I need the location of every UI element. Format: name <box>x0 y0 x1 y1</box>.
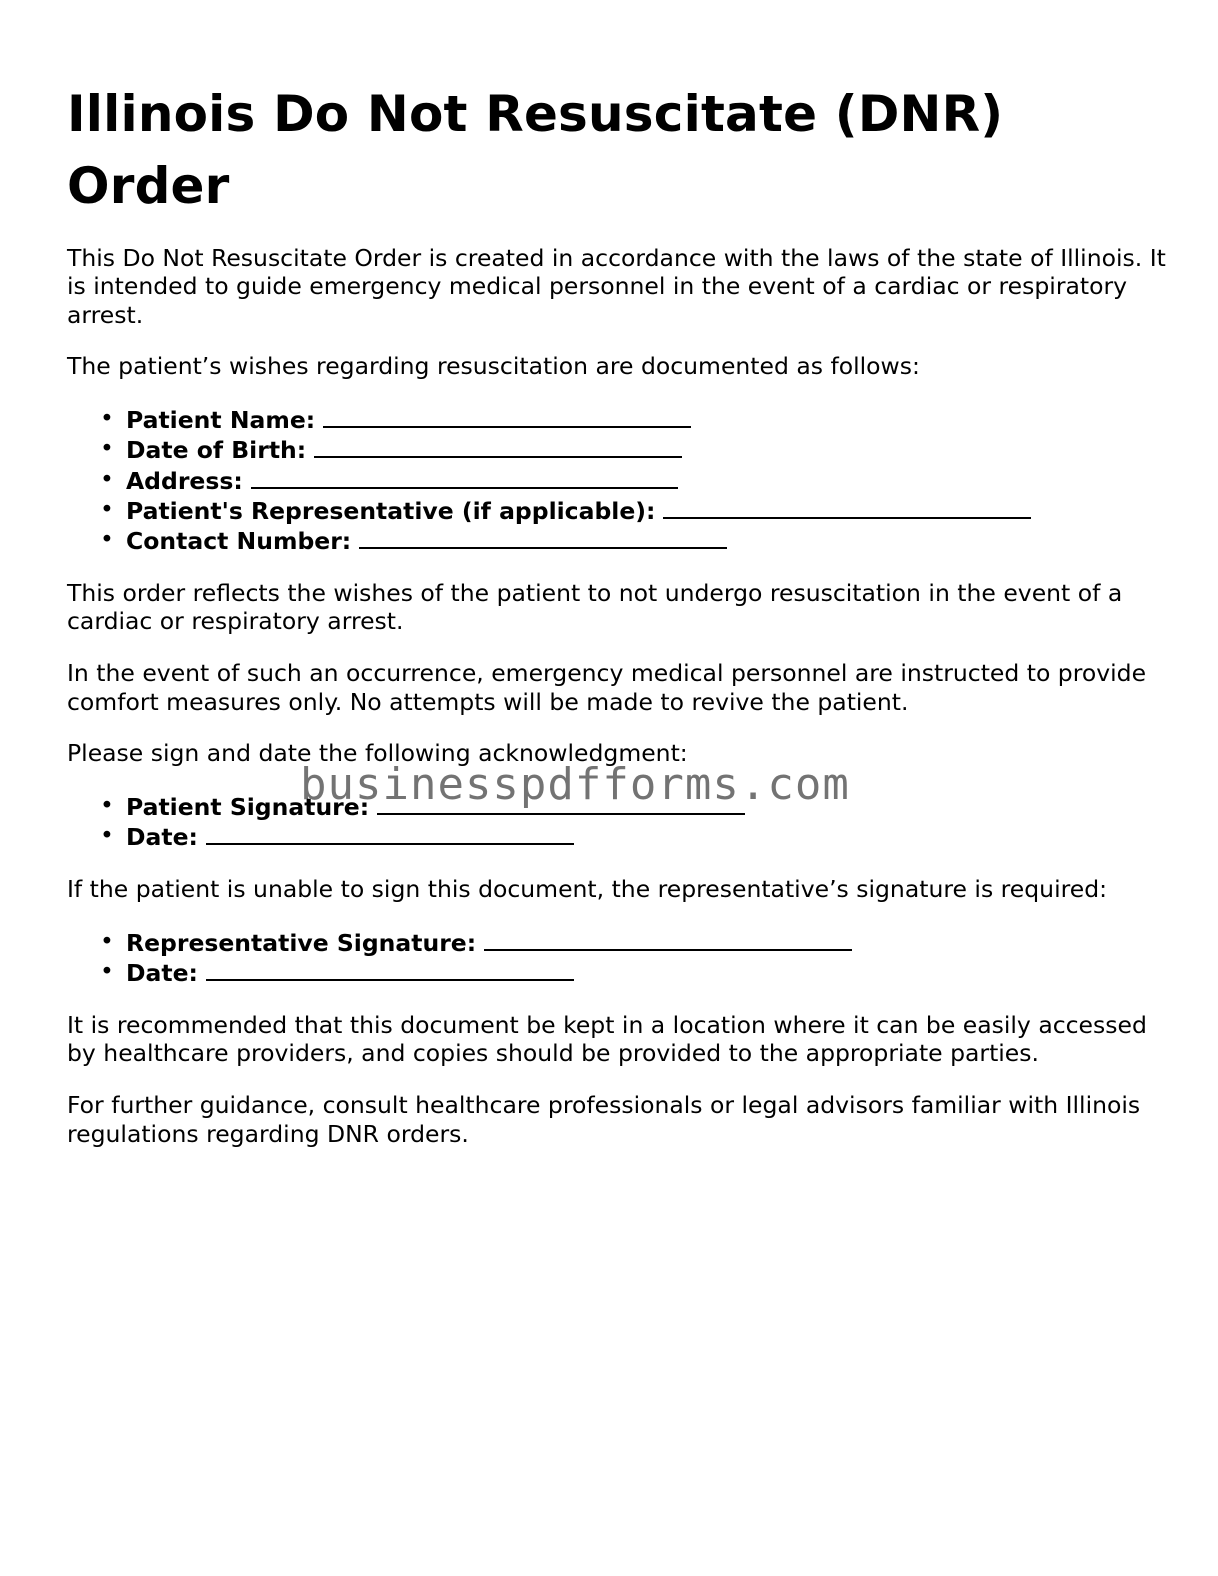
list-item <box>126 957 1167 987</box>
watermark: businesspdfforms.com <box>300 759 850 810</box>
patient-name-field[interactable] <box>323 404 691 428</box>
representative-label: Patient's Representative (if applicable): <box>126 497 656 526</box>
representative-field[interactable] <box>663 495 1031 519</box>
date-of-birth-field[interactable] <box>314 434 682 458</box>
recommendation-paragraph: It is recommended that this document be kept in a location where it can be easily accessed by healthcare providers, and copies should be provided to the appropriate parties. <box>67 1011 1147 1068</box>
instructions-paragraph: In the event of such an occurrence, emergency medical personnel are instructed to provide comfort measures only. No attempts will be made to revive the patient. <box>67 659 1147 716</box>
contact-number-label: Contact Number: <box>126 527 352 556</box>
contact-number-field[interactable] <box>359 525 727 549</box>
representative-signature-label: Representative Signature: <box>126 929 477 958</box>
document-title: Illinois Do Not Resuscitate (DNR) Order <box>67 85 1004 215</box>
list-item <box>126 821 1167 851</box>
patient-signature-field[interactable] <box>377 791 745 815</box>
representative-intro: If the patient is unable to sign this document, the representative’s signature is required: <box>67 875 1108 904</box>
guidance-paragraph: For further guidance, consult healthcare professionals or legal advisors familiar with Illinois regulations regarding DNR orders. <box>67 1091 1141 1148</box>
list-item <box>126 927 1167 957</box>
representative-date-field[interactable] <box>206 957 574 981</box>
representative-date-label: Date: <box>126 959 198 988</box>
document-page <box>67 78 1167 1171</box>
representative-signature-list <box>67 927 1167 988</box>
patient-signature-list <box>67 791 1167 852</box>
patient-date-label: Date: <box>126 823 198 852</box>
representative-signature-field[interactable] <box>484 927 852 951</box>
wishes-intro: The patient’s wishes regarding resuscitation are documented as follows: <box>67 352 920 381</box>
patient-date-field[interactable] <box>206 821 574 845</box>
list-item <box>126 465 1167 495</box>
intro-paragraph: This Do Not Resuscitate Order is created in accordance with the laws of the state of Illinois. It is intended to guide emergency medical personnel in the event of a cardiac or respiratory arrest. <box>67 244 1166 329</box>
patient-info-list <box>67 404 1167 555</box>
order-reflects-paragraph: This order reflects the wishes of the patient to not undergo resuscitation in the event of a cardiac or respiratory arrest. <box>67 579 1123 636</box>
address-label: Address: <box>126 466 243 495</box>
date-of-birth-label: Date of Birth: <box>126 436 307 465</box>
patient-signature-label: Patient Signature: <box>126 793 370 822</box>
list-item <box>126 434 1167 464</box>
list-item <box>126 495 1167 525</box>
list-item <box>126 525 1167 555</box>
list-item <box>126 791 1167 821</box>
patient-name-label: Patient Name: <box>126 406 316 435</box>
list-item <box>126 404 1167 434</box>
sign-intro: Please sign and date the following acknowledgment: <box>67 739 688 768</box>
address-field[interactable] <box>251 465 678 489</box>
